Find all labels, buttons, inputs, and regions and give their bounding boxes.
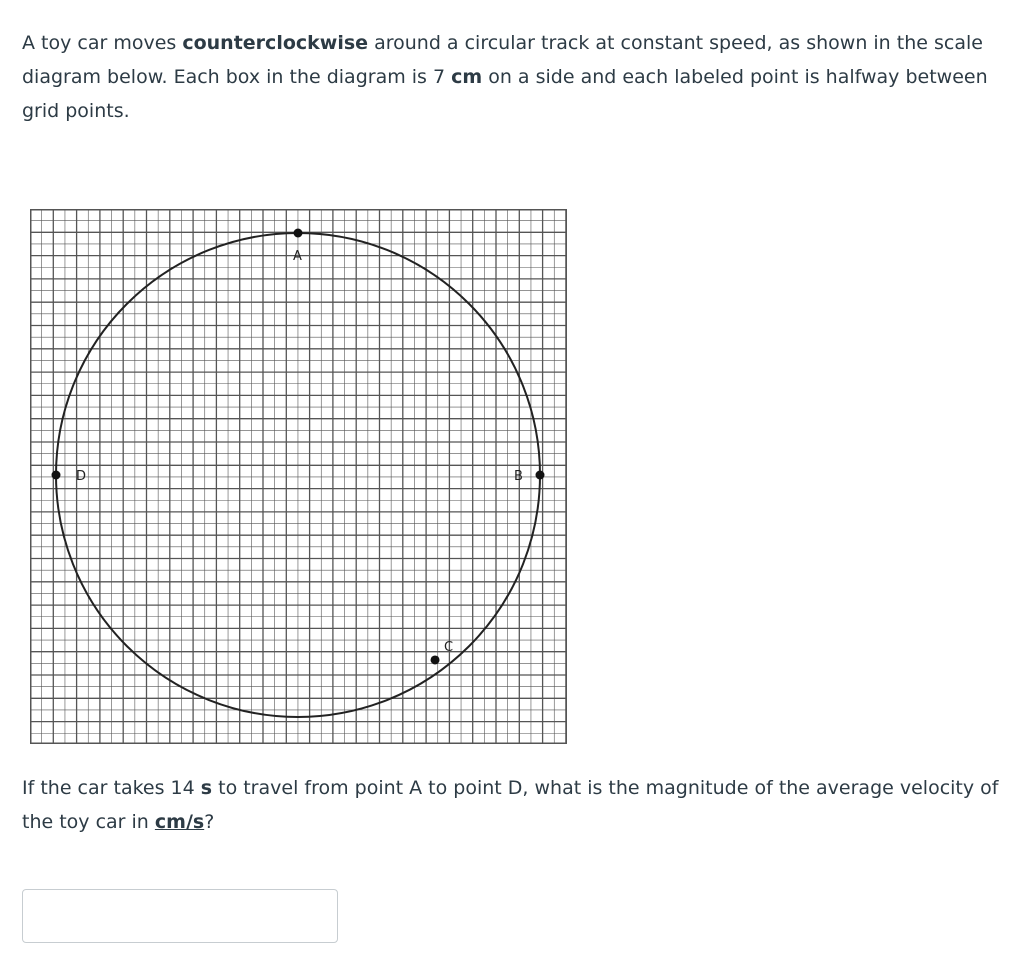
point-d-marker [52,471,61,480]
point-a-label: A [293,249,302,264]
intro-text-2: around a circular track at constant speed, as shown in the scale diagram below. Each box in the diagram is 7 [22,32,983,88]
circular-track-diagram [30,209,567,744]
intro-text-3: on a side and each labeled point is halfway between grid points. [22,66,988,122]
intro-bold-unit: cm [451,66,483,88]
answer-input[interactable] [22,889,338,943]
point-d-label: D [76,469,87,484]
question-prompt [22,771,1012,839]
prompt-text-1: If the car takes 14 [22,777,201,799]
velocity-unit-link[interactable]: cm/s [154,811,205,833]
question-intro [22,26,1012,128]
diagram-grid [30,209,567,744]
prompt-text-3: ? [204,811,215,833]
point-b-marker [536,471,545,480]
point-c-label: C [444,640,454,655]
point-a-marker [294,229,303,238]
point-b-label: B [514,469,523,484]
intro-text-1: A toy car moves [22,32,183,54]
intro-bold-direction: counterclockwise [182,32,369,54]
point-c-marker [431,655,440,664]
prompt-bold-unit: s [200,777,213,799]
prompt-text-2: to travel from point A to point D, what is the magnitude of the average velocity of the toy car in [22,777,999,833]
